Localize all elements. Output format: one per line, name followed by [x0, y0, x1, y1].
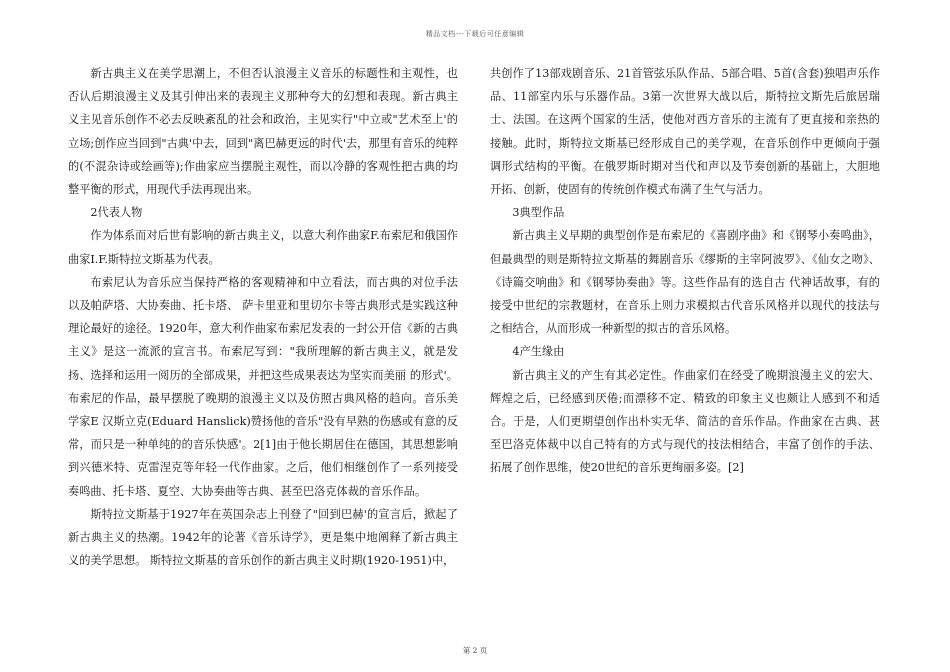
paragraph-representatives-intro: 作为体系而对后世有影响的新古典主义，以意大利作曲家F.布索尼和俄国作曲家I.F.斯特拉文斯基为代表。 [68, 229, 458, 266]
section-heading-typical-works: 3典型作品 [512, 206, 565, 220]
paragraph-origins: 新古典主义的产生有其必定性。作曲家们在经受了晚期浪漫主义的宏大、辉煌之后，已经感到厌倦;而漂移不定、精致的印象主义也颇让人感到不和适合。于是，人们更期望创作出朴实无华、简洁的音乐作品。作曲家在古典、甚至巴洛克体裁中以自己特有的方式与现代的技法相结合，丰富了创作的手法、拓展了创作思维，使20世纪的音乐更绚丽多姿。[2] [490, 368, 880, 475]
section-heading-representatives: 2代表人物 [90, 206, 143, 220]
page-number: 第 2 页 [462, 646, 488, 655]
paragraph-stravinsky-continued: 共创作了13部戏剧音乐、21首管弦乐队作品、5部合唱、5首(含套)独唱声乐作品、11部室内乐与乐器作品。3第一次世界大战以后，斯特拉文斯先后旅居瑞士、法国。在这两个国家的生活，使他对西方音乐的主流有了更直接和亲热的接触。此时，斯特拉文斯基已经形成自己的美学观，在音乐创作中更倾向于强调形式结构的平衡。在俄罗斯时期对当代和声以及节奏创新的基础上，大胆地开拓、创新，使固有的传统创作模式布满了生气与活力。 [490, 67, 880, 197]
paragraph-stravinsky: 斯特拉文斯基于1927年在英国杂志上刊登了"回到巴赫'的宣言后，掀起了新古典主义的热潮。1942年的论著《音乐诗学》，更是集中地阐释了新古典主义的美学思想。 斯特拉文斯基的音乐创作的新古典主义时期(1920-1951)中， [68, 507, 458, 568]
left-text-column [68, 62, 458, 572]
paragraph-busoni: 布索尼认为音乐应当保持严格的客观精神和中立看法，而古典的对位手法以及帕萨塔、大协奏曲、托卡塔、 萨卡里亚和里切尔卡等古典形式是实践这种理论最好的途径。1920年，意大利作曲家布索尼发表的一封公开信《新的古典主义》是这一流派的宣言书。布索尼写到："我所理解的新古典主义，就是发扬、选择和运用一阅历的全部成果，并把这些成果表达为坚实而美丽 的形式'。布索尼的作品，最早摆脱了晚期的浪漫主义以及仿照古典风格的趋向。音乐美学家E 汉斯立克(Eduard Hanslick)赞扬他的音乐"没有早熟的伤感或有意的反常，而只是一种单纯的的音乐快感'。2[1]由于他长期居住在德国，其思想影响到兴德米特、克雷涅克等年轻一代作曲家。之后，他们相继创作了一系列接受奏鸣曲、托卡塔、夏空、大协奏曲等古典、甚至巴洛克体裁的音乐作品。 [68, 275, 458, 498]
paragraph-aesthetics: 新古典主义在美学思潮上，不但否认浪漫主义音乐的标题性和主观性，也否认后期浪漫主义及其引伸出来的表现主义那种夸大的幻想和表现。新古典主义主见音乐创作不必去反映紊乱的社会和政治，主见实行"中立或"艺术至上'的立场;创作应当回到"古典'中去，回到"离巴赫更远的时代'去，那里有音乐的纯粹的(不混杂诗或绘画等);作曲家应当摆脱主观性，而以冷静的客观性把古典的均整平衡的形式，用现代手法再现出来。 [68, 67, 458, 197]
page-header: 精品文档---下载后可任意编辑 [425, 30, 525, 38]
right-text-column [490, 62, 880, 480]
section-heading-origins: 4产生缘由 [512, 345, 565, 359]
paragraph-typical-works: 新古典主义早期的典型创作是布索尼的《喜剧序曲》和《钢琴小奏鸣曲》，但最典型的则是斯特拉文斯基的舞剧音乐《缪斯的主宰阿波罗》、《仙女之吻》、《诗篇交响曲》和《钢琴协奏曲》等。这些作品有的选自古 代神话故事，有的接受中世纪的宗教题材，在音乐上则力求模拟古代音乐风格并以现代的技法与之相结合，从而形成一种新型的拟古的音乐风格。 [490, 229, 880, 336]
